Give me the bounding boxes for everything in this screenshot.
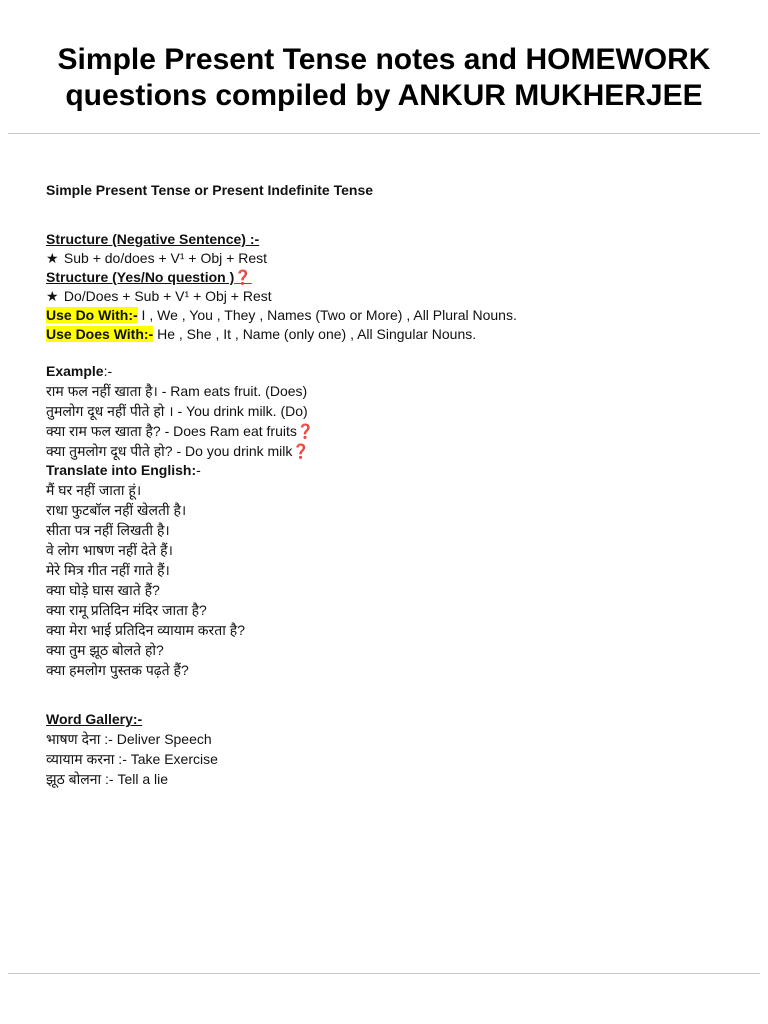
use-does-label: Use Does With:-: [46, 326, 154, 342]
question-mark-icon: ❓: [296, 423, 315, 439]
translate-item: सीता पत्र नहीं लिखती है।: [46, 522, 170, 538]
structure-question-label: Structure (Yes/No question )❓: [46, 269, 252, 285]
bottom-divider: [8, 973, 760, 974]
title-line-2: questions compiled by ANKUR MUKHERJEE: [65, 79, 703, 112]
translate-item: क्या तुम झूठ बोलते हो?: [46, 642, 164, 658]
title-line-1: Simple Present Tense notes and HOMEWORK: [57, 43, 711, 76]
example-item: क्या तुमलोग दूध पीते हो? - Do you drink milk❓: [46, 443, 310, 459]
word-gallery-item: भाषण देना :- Deliver Speech: [46, 731, 212, 747]
use-do-line: Use Do With:- I , We , You , They , Names (Two or More) , All Plural Nouns.: [46, 307, 517, 323]
question-mark-icon: ❓: [292, 443, 310, 459]
question-mark-icon: ❓: [234, 269, 252, 285]
example-label: Example:-: [46, 363, 113, 379]
translate-item: मेरे मित्र गीत नहीं गाते हैं।: [46, 562, 170, 578]
document-title: [0, 42, 768, 114]
word-gallery-item: व्यायाम करना :- Take Exercise: [46, 751, 218, 767]
example-item: तुमलोग दूध नहीं पीते हो । - You drink milk. (Do): [46, 403, 308, 419]
word-gallery-item: झूठ बोलना :- Tell a lie: [46, 771, 169, 787]
structure-negative-label: Structure (Negative Sentence) :-: [46, 231, 260, 247]
word-gallery-label: Word Gallery:-: [46, 711, 143, 727]
translate-item: क्या घोड़े घास खाते हैं?: [46, 582, 160, 598]
structure-negative-formula: ★ Sub + do/does + V¹ + Obj + Rest: [46, 250, 268, 266]
example-item: राम फल नहीं खाता है। - Ram eats fruit. (Does): [46, 383, 308, 399]
use-do-label: Use Do With:-: [46, 307, 138, 323]
use-does-line: Use Does With:- He , She , It , Name (only one) , All Singular Nouns.: [46, 326, 477, 342]
star-icon: ★: [46, 288, 59, 304]
star-icon: ★: [46, 250, 59, 266]
translate-label: Translate into English:-: [46, 462, 201, 478]
example-item: क्या राम फल खाता है? - Does Ram eat fruits❓: [46, 423, 315, 439]
translate-item: क्या रामू प्रतिदिन मंदिर जाता है?: [46, 602, 207, 618]
translate-item: क्या मेरा भाई प्रतिदिन व्यायाम करता है?: [46, 622, 245, 638]
top-divider: [8, 133, 760, 134]
translate-item: राधा फुटबॉल नहीं खेलती है।: [46, 502, 187, 518]
section-heading: Simple Present Tense or Present Indefinite Tense: [46, 182, 374, 198]
structure-question-formula: ★ Do/Does + Sub + V¹ + Obj + Rest: [46, 288, 272, 304]
notes-body: [46, 181, 736, 789]
translate-item: मैं घर नहीं जाता हूं।: [46, 482, 142, 498]
translate-item: वे लोग भाषण नहीं देते हैं।: [46, 542, 173, 558]
translate-item: क्या हमलोग पुस्तक पढ़ते हैं?: [46, 662, 189, 678]
